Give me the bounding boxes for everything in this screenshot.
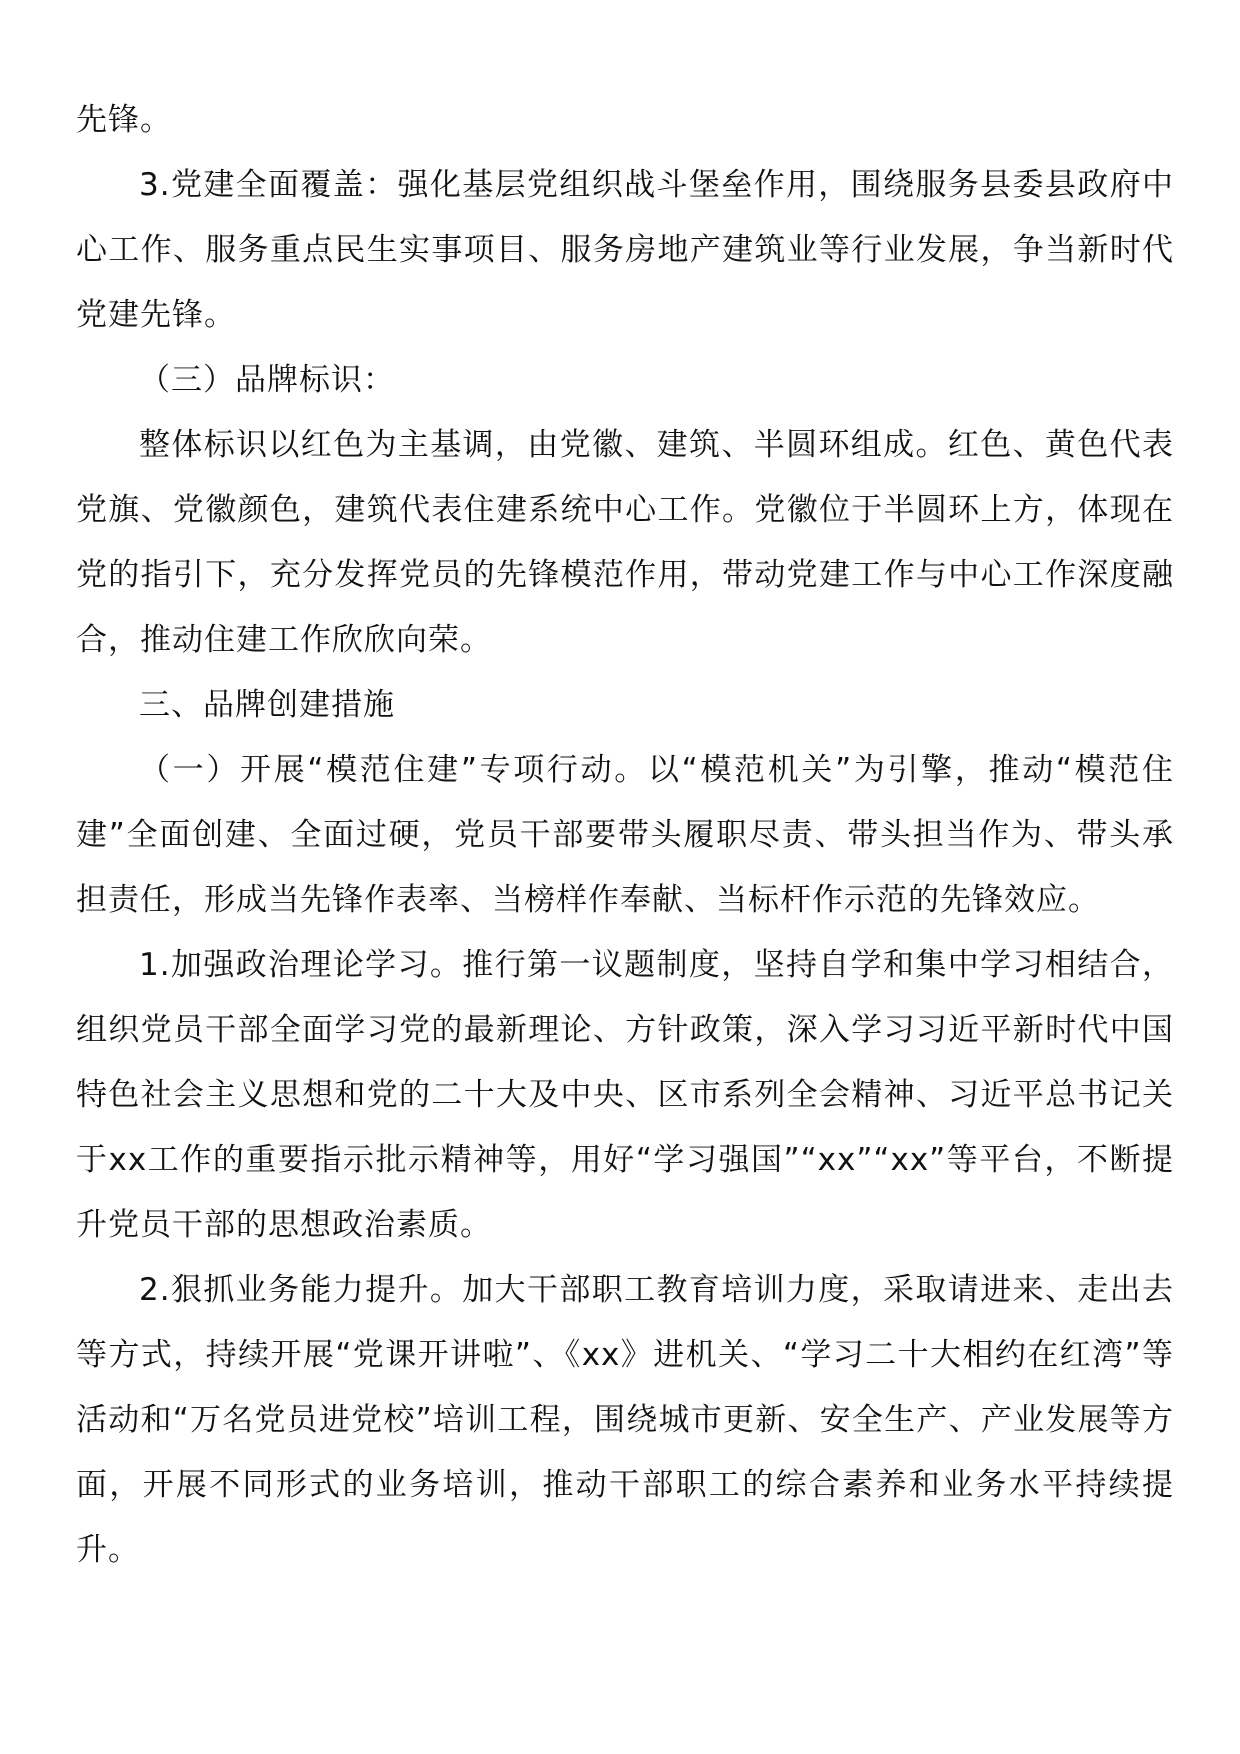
paragraph-skill-improvement: 2.狠抓业务能力提升。加大干部职工教育培训力度，采取请进来、走出去等方式，持续开展“党课开讲啦”、《xx》进机关、“学习二十大相约在红湾”等活动和“万名党员进党校”培训工程，围绕城市更新、安全生产、产业发展等方面，开展不同形式的业务培训，推动干部职工的综合素养和业务水平持续提升。 xyxy=(76,1272,1174,1568)
paragraph-brand-logo-description: 整体标识以红色为主基调，由党徽、建筑、半圆环组成。红色、黄色代表党旗、党徽颜色，建筑代表住建系统中心工作。党徽位于半圆环上方，体现在党的指引下，充分发挥党员的先锋模范作用，带动党建工作与中心工作深度融合，推动住建工作欣欣向荣。 xyxy=(76,427,1174,658)
paragraph-model-action: （一）开展“模范住建”专项行动。以“模范机关”为引擎，推动“模范住建”全面创建、全面过硬，党员干部要带头履职尽责、带头担当作为、带头承担责任，形成当先锋作表率、当榜样作奉献、当标杆作示范的先锋效应。 xyxy=(76,752,1174,918)
document-body xyxy=(76,88,1174,1583)
section-heading-brand-measures: 三、品牌创建措施 xyxy=(139,687,395,723)
paragraph-continuation: 先锋。 xyxy=(76,102,172,138)
paragraph-party-building-coverage: 3.党建全面覆盖：强化基层党组织战斗堡垒作用，围绕服务县委县政府中心工作、服务重点民生实事项目、服务房地产建筑业等行业发展，争当新时代党建先锋。 xyxy=(76,167,1174,333)
section-heading-brand-logo: （三）品牌标识： xyxy=(139,362,395,398)
paragraph-political-study: 1.加强政治理论学习。推行第一议题制度，坚持自学和集中学习相结合，组织党员干部全面学习党的最新理论、方针政策，深入学习习近平新时代中国特色社会主义思想和党的二十大及中央、区市系列全会精神、习近平总书记关于xx工作的重要指示批示精神等，用好“学习强国”“xx”“xx”等平台，不断提升党员干部的思想政治素质。 xyxy=(76,947,1174,1243)
